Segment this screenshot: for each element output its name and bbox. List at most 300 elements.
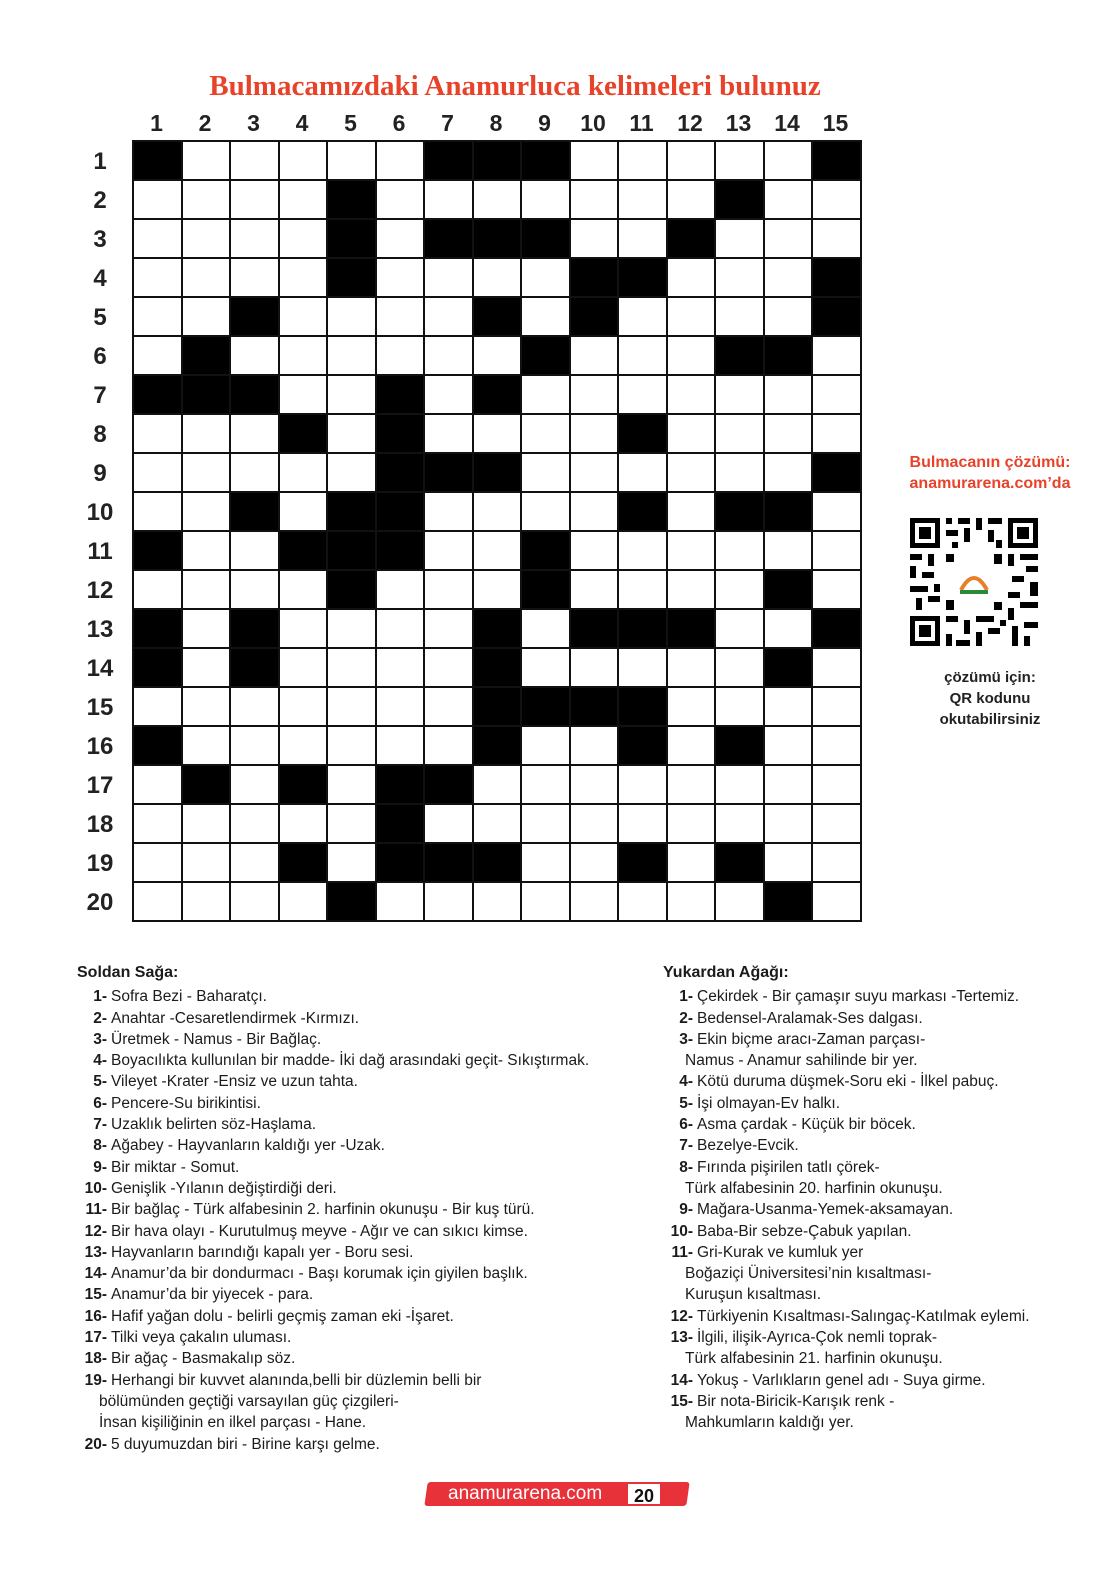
grid-cell[interactable] <box>134 688 183 727</box>
grid-cell[interactable] <box>280 376 328 415</box>
grid-cell[interactable] <box>377 220 425 259</box>
grid-cell[interactable] <box>425 493 474 532</box>
grid-cell[interactable] <box>328 610 377 649</box>
grid-cell[interactable] <box>813 844 862 883</box>
clue-text: 5 duyumuzdan biri - Birine karşı gelme. <box>111 1435 380 1453</box>
grid-cell[interactable] <box>765 727 813 766</box>
grid-cell[interactable] <box>280 688 328 727</box>
grid-cell[interactable] <box>619 181 668 220</box>
grid-cell[interactable] <box>813 415 862 454</box>
across-clue <box>77 1370 637 1434</box>
grid-cell[interactable] <box>425 649 474 688</box>
grid-cell[interactable] <box>231 181 280 220</box>
grid-cell[interactable] <box>522 766 571 805</box>
grid-cell[interactable] <box>619 571 668 610</box>
grid-cell[interactable] <box>183 883 231 922</box>
grid-cell[interactable] <box>231 844 280 883</box>
clue-text: Tilki veya çakalın uluması. <box>111 1329 292 1347</box>
grid-cell[interactable] <box>474 493 522 532</box>
grid-cell[interactable] <box>280 805 328 844</box>
grid-cell[interactable] <box>328 376 377 415</box>
grid-cell[interactable] <box>328 142 377 181</box>
grid-cell-black <box>716 844 765 883</box>
grid-cell[interactable] <box>328 454 377 493</box>
clue-text: Bedensel-Aralamak-Ses dalgası. <box>697 1009 923 1027</box>
grid-cell[interactable] <box>813 532 862 571</box>
grid-cell[interactable] <box>813 688 862 727</box>
grid-cell[interactable] <box>280 649 328 688</box>
grid-cell-black <box>522 142 571 181</box>
grid-cell[interactable] <box>813 727 862 766</box>
grid-cell[interactable] <box>280 142 328 181</box>
grid-cell[interactable] <box>377 181 425 220</box>
grid-cell[interactable] <box>813 337 862 376</box>
across-clue-list <box>77 986 637 1455</box>
grid-cell[interactable] <box>425 259 474 298</box>
grid-cell[interactable] <box>377 727 425 766</box>
grid-cell-black <box>571 610 619 649</box>
clue-number: 3- <box>93 1030 107 1048</box>
down-clue <box>663 1029 1093 1072</box>
grid-cell[interactable] <box>377 883 425 922</box>
grid-cell[interactable] <box>134 181 183 220</box>
grid-cell[interactable] <box>765 532 813 571</box>
grid-cell[interactable] <box>280 337 328 376</box>
grid-cell[interactable] <box>425 727 474 766</box>
grid-cell[interactable] <box>328 298 377 337</box>
grid-cell[interactable] <box>231 805 280 844</box>
grid-cell-black <box>474 649 522 688</box>
clue-text: Türkiyenin Kısaltması-Salıngaç-Katılmak eylemi. <box>697 1307 1030 1325</box>
grid-cell[interactable] <box>134 493 183 532</box>
grid-cell[interactable] <box>765 844 813 883</box>
grid-cell[interactable] <box>619 337 668 376</box>
clue-text: Uzaklık belirten söz-Haşlama. <box>111 1116 317 1134</box>
grid-cell[interactable] <box>813 883 862 922</box>
clue-text: Baba-Bir sebze-Çabuk yapılan. <box>697 1222 912 1240</box>
grid-cell[interactable] <box>183 610 231 649</box>
grid-cell[interactable] <box>765 181 813 220</box>
clue-number: 11- <box>671 1243 693 1261</box>
grid-cell-black <box>619 259 668 298</box>
grid-cell[interactable] <box>668 454 716 493</box>
grid-cell[interactable] <box>571 571 619 610</box>
across-clue <box>77 1093 637 1114</box>
grid-cell[interactable] <box>328 766 377 805</box>
grid-cell[interactable] <box>765 805 813 844</box>
grid-cell[interactable] <box>571 415 619 454</box>
grid-cell-black <box>425 220 474 259</box>
grid-cell[interactable] <box>668 142 716 181</box>
grid-cell[interactable] <box>668 337 716 376</box>
grid-cell[interactable] <box>183 844 231 883</box>
grid-cell-black <box>134 610 183 649</box>
grid-cell[interactable] <box>522 376 571 415</box>
grid-cell[interactable] <box>571 454 619 493</box>
grid-cell[interactable] <box>280 727 328 766</box>
grid-cell[interactable] <box>765 376 813 415</box>
grid-cell[interactable] <box>474 259 522 298</box>
column-number: 12 <box>677 110 703 136</box>
grid-cell[interactable] <box>377 298 425 337</box>
grid-cell[interactable] <box>474 883 522 922</box>
grid-cell[interactable] <box>619 649 668 688</box>
grid-cell[interactable] <box>765 259 813 298</box>
grid-cell[interactable] <box>571 337 619 376</box>
grid-cell[interactable] <box>328 727 377 766</box>
grid-cell[interactable] <box>716 649 765 688</box>
grid-cell[interactable] <box>183 649 231 688</box>
grid-cell[interactable] <box>134 844 183 883</box>
grid-cell[interactable] <box>231 883 280 922</box>
grid-cell[interactable] <box>619 454 668 493</box>
grid-cell[interactable] <box>183 181 231 220</box>
across-clue <box>77 986 637 1007</box>
grid-cell[interactable] <box>668 571 716 610</box>
column-number: 15 <box>822 110 849 136</box>
grid-cell[interactable] <box>522 727 571 766</box>
column-number: 9 <box>538 110 551 136</box>
grid-cell[interactable] <box>765 220 813 259</box>
grid-cell[interactable] <box>328 415 377 454</box>
down-clue <box>663 1221 1093 1242</box>
solution-notice-line2: anamurarena.com’da <box>909 475 1071 492</box>
grid-cell[interactable] <box>134 415 183 454</box>
grid-cell[interactable] <box>231 532 280 571</box>
grid-cell-black <box>377 805 425 844</box>
grid-cell[interactable] <box>716 805 765 844</box>
row-number: 12 <box>86 577 114 604</box>
grid-cell-black <box>765 649 813 688</box>
grid-cell[interactable] <box>522 181 571 220</box>
grid-cell[interactable] <box>183 142 231 181</box>
grid-cell[interactable] <box>474 571 522 610</box>
row-number: 17 <box>86 772 114 799</box>
grid-cell[interactable] <box>280 610 328 649</box>
grid-cell[interactable] <box>425 532 474 571</box>
grid-cell-black <box>474 142 522 181</box>
grid-cell[interactable] <box>668 259 716 298</box>
grid-cell[interactable] <box>813 571 862 610</box>
grid-cell[interactable] <box>231 259 280 298</box>
grid-cell[interactable] <box>765 142 813 181</box>
grid-cell[interactable] <box>328 649 377 688</box>
grid-cell[interactable] <box>377 649 425 688</box>
grid-cell[interactable] <box>425 883 474 922</box>
qr-code-icon[interactable] <box>908 516 1040 648</box>
grid-cell[interactable] <box>280 883 328 922</box>
grid-cell[interactable] <box>425 181 474 220</box>
grid-cell[interactable] <box>280 259 328 298</box>
grid-cell[interactable] <box>425 337 474 376</box>
grid-cell[interactable] <box>716 259 765 298</box>
grid-cell[interactable] <box>813 493 862 532</box>
down-clue <box>663 1114 1093 1135</box>
grid-cell[interactable] <box>425 805 474 844</box>
grid-cell[interactable] <box>716 688 765 727</box>
clue-text: Hafif yağan dolu - belirli geçmiş zaman eki -İşaret. <box>111 1307 454 1325</box>
grid-cell[interactable] <box>765 610 813 649</box>
grid-cell[interactable] <box>231 766 280 805</box>
grid-cell[interactable] <box>668 181 716 220</box>
grid-cell[interactable] <box>377 571 425 610</box>
grid-cell[interactable] <box>474 805 522 844</box>
grid-cell[interactable] <box>425 610 474 649</box>
grid-cell[interactable] <box>183 688 231 727</box>
grid-cell[interactable] <box>716 883 765 922</box>
grid-cell[interactable] <box>571 766 619 805</box>
grid-cell[interactable] <box>183 805 231 844</box>
grid-cell[interactable] <box>134 259 183 298</box>
grid-cell-black <box>522 688 571 727</box>
grid-cell[interactable] <box>231 337 280 376</box>
grid-cell[interactable] <box>668 727 716 766</box>
grid-cell[interactable] <box>571 142 619 181</box>
grid-cell[interactable] <box>425 415 474 454</box>
down-clue <box>663 1199 1093 1220</box>
grid-cell[interactable] <box>183 415 231 454</box>
grid-cell[interactable] <box>813 376 862 415</box>
grid-cell[interactable] <box>328 688 377 727</box>
grid-cell[interactable] <box>377 610 425 649</box>
grid-cell[interactable] <box>183 220 231 259</box>
grid-cell[interactable] <box>765 298 813 337</box>
grid-cell[interactable] <box>231 142 280 181</box>
grid-cell[interactable] <box>765 766 813 805</box>
grid-cell[interactable] <box>522 454 571 493</box>
grid-cell[interactable] <box>522 415 571 454</box>
grid-cell[interactable] <box>183 259 231 298</box>
row-number: 13 <box>86 616 114 643</box>
clue-number: 5- <box>679 1094 693 1112</box>
grid-cell[interactable] <box>183 532 231 571</box>
grid-cell[interactable] <box>231 454 280 493</box>
grid-cell[interactable] <box>668 688 716 727</box>
grid-cell[interactable] <box>134 766 183 805</box>
row-number: 20 <box>86 889 114 916</box>
grid-cell[interactable] <box>668 883 716 922</box>
grid-cell[interactable] <box>134 883 183 922</box>
grid-cell[interactable] <box>280 181 328 220</box>
column-number: 13 <box>725 110 752 136</box>
grid-cell[interactable] <box>716 610 765 649</box>
grid-cell[interactable] <box>134 298 183 337</box>
grid-cell[interactable] <box>474 337 522 376</box>
clue-number: 5- <box>93 1073 107 1091</box>
grid-cell[interactable] <box>134 454 183 493</box>
clue-text: Bir miktar - Somut. <box>111 1158 240 1176</box>
grid-cell[interactable] <box>716 454 765 493</box>
grid-cell[interactable] <box>231 727 280 766</box>
grid-cell[interactable] <box>668 805 716 844</box>
grid-cell-black <box>231 649 280 688</box>
grid-cell-black <box>183 766 231 805</box>
grid-cell[interactable] <box>474 415 522 454</box>
grid-cell[interactable] <box>716 571 765 610</box>
grid-cell[interactable] <box>183 454 231 493</box>
grid-cell[interactable] <box>716 415 765 454</box>
column-number: 4 <box>295 110 309 136</box>
column-number: 5 <box>344 110 357 136</box>
grid-cell[interactable] <box>522 298 571 337</box>
grid-cell[interactable] <box>668 493 716 532</box>
grid-cell[interactable] <box>425 571 474 610</box>
grid-cell[interactable] <box>280 493 328 532</box>
grid-cell[interactable] <box>619 883 668 922</box>
grid-cell[interactable] <box>813 220 862 259</box>
grid-cell[interactable] <box>522 610 571 649</box>
down-clue <box>663 1157 1093 1200</box>
clue-text: İşi olmayan-Ev halkı. <box>697 1094 840 1112</box>
grid-cell[interactable] <box>425 376 474 415</box>
grid-cell[interactable] <box>280 298 328 337</box>
grid-cell[interactable] <box>522 883 571 922</box>
grid-cell[interactable] <box>522 844 571 883</box>
clue-text: Vileyet -Krater -Ensiz ve uzun tahta. <box>111 1073 358 1091</box>
grid-cell[interactable] <box>134 805 183 844</box>
grid-cell[interactable] <box>668 649 716 688</box>
grid-cell[interactable] <box>668 415 716 454</box>
grid-cell-black <box>280 844 328 883</box>
grid-cell[interactable] <box>571 805 619 844</box>
clue-number: 12- <box>670 1307 693 1325</box>
clue-text: Yokuş - Varlıkların genel adı - Suya girme. <box>697 1371 986 1389</box>
grid-cell[interactable] <box>280 220 328 259</box>
down-clue <box>663 1071 1093 1092</box>
clue-text: Genişlik -Yılanın değiştirdiği deri. <box>111 1179 337 1197</box>
qr-note <box>880 667 1100 730</box>
grid-cell[interactable] <box>328 805 377 844</box>
grid-cell[interactable] <box>668 532 716 571</box>
grid-cell[interactable] <box>765 415 813 454</box>
grid-cell[interactable] <box>377 688 425 727</box>
grid-cell[interactable] <box>231 220 280 259</box>
grid-cell[interactable] <box>474 532 522 571</box>
column-number: 14 <box>774 110 800 136</box>
grid-cell[interactable] <box>522 259 571 298</box>
column-number: 6 <box>392 110 406 136</box>
clue-number: 4- <box>679 1073 693 1091</box>
grid-cell[interactable] <box>328 337 377 376</box>
grid-cell-black <box>280 532 328 571</box>
grid-cell-black <box>377 766 425 805</box>
grid-cell-black <box>134 727 183 766</box>
grid-cell[interactable] <box>571 649 619 688</box>
grid-cell[interactable] <box>716 766 765 805</box>
grid-cell[interactable] <box>716 376 765 415</box>
grid-cell[interactable] <box>571 532 619 571</box>
row-number: 7 <box>93 382 107 409</box>
clue-text: Ekin biçme aracı-Zaman parçası- <box>697 1030 926 1048</box>
clue-text: Ağabey - Hayvanların kaldığı yer -Uzak. <box>111 1137 385 1155</box>
grid-cell[interactable] <box>571 376 619 415</box>
grid-cell[interactable] <box>716 298 765 337</box>
grid-cell[interactable] <box>571 727 619 766</box>
grid-cell[interactable] <box>522 649 571 688</box>
grid-cell[interactable] <box>813 805 862 844</box>
grid-cell-black <box>183 337 231 376</box>
clue-text: Mağara-Usanma-Yemek-aksamayan. <box>697 1201 954 1219</box>
grid-cell[interactable] <box>571 844 619 883</box>
grid-cell[interactable] <box>522 805 571 844</box>
clue-number: 16- <box>84 1307 107 1325</box>
grid-cell[interactable] <box>571 220 619 259</box>
grid-cell[interactable] <box>619 298 668 337</box>
grid-cell[interactable] <box>668 766 716 805</box>
grid-cell[interactable] <box>619 376 668 415</box>
grid-cell[interactable] <box>571 181 619 220</box>
grid-cell[interactable] <box>183 298 231 337</box>
grid-cell[interactable] <box>280 571 328 610</box>
grid-cell[interactable] <box>425 298 474 337</box>
grid-cell[interactable] <box>619 220 668 259</box>
down-clue <box>663 1306 1093 1327</box>
grid-cell[interactable] <box>183 727 231 766</box>
grid-cell[interactable] <box>716 142 765 181</box>
grid-cell[interactable] <box>716 220 765 259</box>
grid-cell-black <box>134 142 183 181</box>
clue-number: 14- <box>84 1265 107 1283</box>
grid-cell-black <box>716 181 765 220</box>
grid-cell[interactable] <box>765 454 813 493</box>
grid-cell[interactable] <box>134 571 183 610</box>
grid-cell[interactable] <box>522 493 571 532</box>
clue-number: 6- <box>93 1094 107 1112</box>
clue-number: 13- <box>84 1243 107 1261</box>
across-clue <box>77 1135 637 1156</box>
grid-cell[interactable] <box>571 883 619 922</box>
grid-cell[interactable] <box>668 298 716 337</box>
grid-cell[interactable] <box>231 415 280 454</box>
clue-text: Gri-Kurak ve kumluk yer <box>697 1243 864 1261</box>
grid-cell[interactable] <box>619 532 668 571</box>
grid-cell[interactable] <box>474 766 522 805</box>
qr-note-line: QR kodunu <box>949 690 1031 707</box>
grid-cell[interactable] <box>328 844 377 883</box>
grid-cell[interactable] <box>134 220 183 259</box>
grid-cell[interactable] <box>668 844 716 883</box>
grid-cell[interactable] <box>813 649 862 688</box>
clue-text: Kötü duruma düşmek-Soru eki - İlkel pabuç. <box>697 1073 999 1091</box>
grid-cell[interactable] <box>183 493 231 532</box>
grid-cell[interactable] <box>813 181 862 220</box>
grid-cell[interactable] <box>134 337 183 376</box>
grid-cell[interactable] <box>716 532 765 571</box>
clue-text: Bir bağlaç - Türk alfabesinin 2. harfinin okunuşu - Bir kuş türü. <box>111 1201 535 1219</box>
clue-number: 20- <box>84 1435 107 1453</box>
grid-cell[interactable] <box>571 493 619 532</box>
grid-cell[interactable] <box>813 766 862 805</box>
grid-cell[interactable] <box>280 454 328 493</box>
grid-cell-black <box>377 454 425 493</box>
down-heading: Yukardan Ağağı: <box>663 964 789 981</box>
grid-cell[interactable] <box>377 142 425 181</box>
grid-cell[interactable] <box>377 259 425 298</box>
grid-cell[interactable] <box>668 376 716 415</box>
grid-cell[interactable] <box>231 571 280 610</box>
grid-cell[interactable] <box>619 142 668 181</box>
grid-cell[interactable] <box>231 688 280 727</box>
grid-cell[interactable] <box>425 688 474 727</box>
grid-cell[interactable] <box>377 337 425 376</box>
grid-cell[interactable] <box>183 571 231 610</box>
grid-cell[interactable] <box>474 181 522 220</box>
grid-cell[interactable] <box>619 805 668 844</box>
clue-text: Bir hava olayı - Kurutulmuş meyve - Ağır ve can sıkıcı kimse. <box>111 1222 528 1240</box>
clue-number: 15- <box>670 1392 693 1410</box>
grid-cell[interactable] <box>619 766 668 805</box>
grid-cell[interactable] <box>765 688 813 727</box>
